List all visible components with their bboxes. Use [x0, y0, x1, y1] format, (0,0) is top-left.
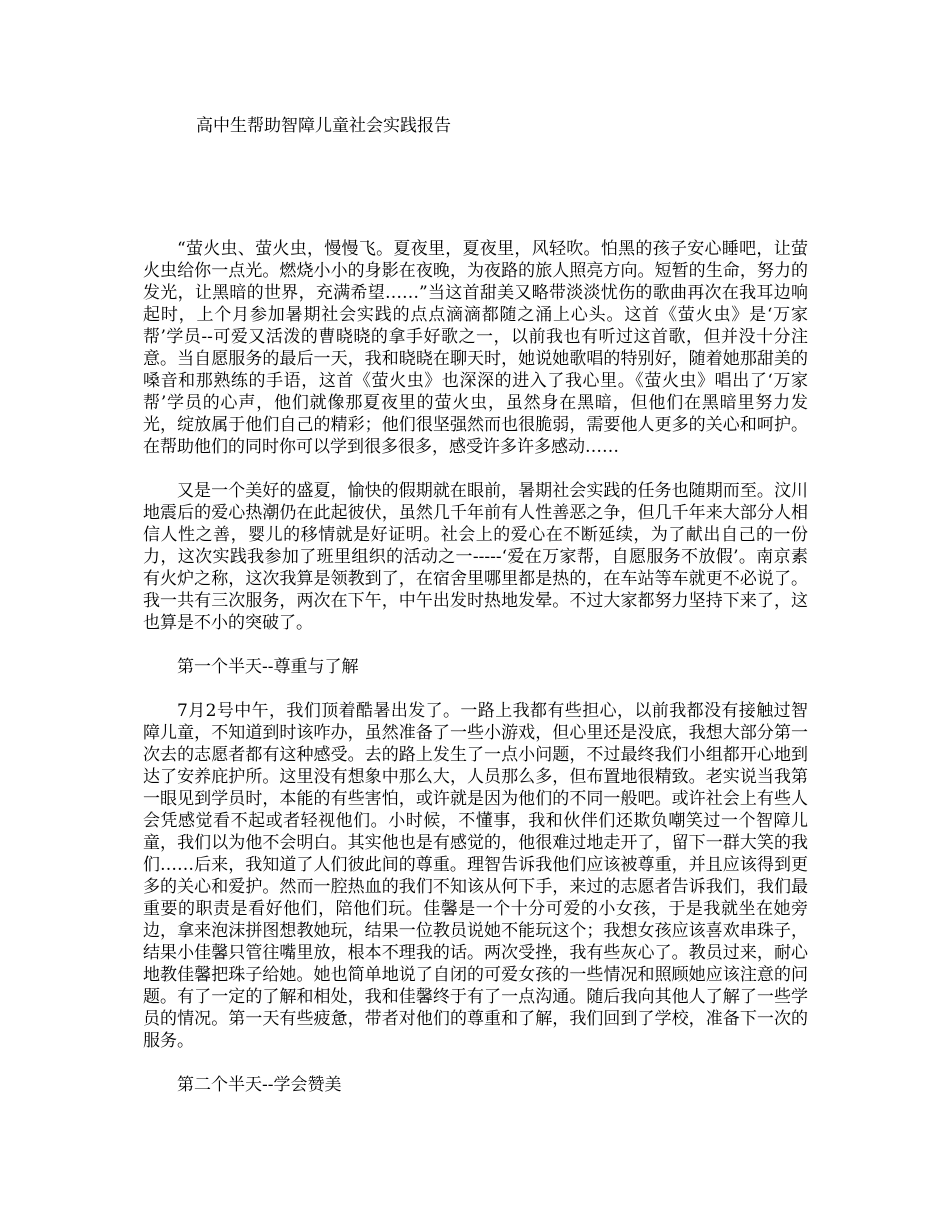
document-body	[143, 238, 808, 1096]
section-heading-first-half-day: 第一个半天--尊重与了解	[177, 657, 359, 677]
document-title: 高中生帮助智障儿童社会实践报告	[196, 116, 451, 136]
paragraph-first-half-day: 7月2号中午，我们顶着酷暑出发了。一路上我都有些担心，以前我都没有接触过智障儿童，不知道到时该咋办，虽然准备了一些小游戏，但心里还是没底，我想大部分第一次去的志愿者都有这种感受。去的路上发生了一点小问题，不过最终我们小组都开心地到达了安养庇护所。这里没有想象中那么大，人员那么多，但布置地很精致。老实说当我第一眼见到学员时，本能的有些害怕，或许就是因为他们的不同一般吧。或许社会上有些人会凭感觉看不起或者轻视他们。小时候，不懂事，我和伙伴们还欺负嘲笑过一个智障儿童，我们以为他不会明白。其实他也是有感觉的，他很难过地走开了，留下一群大笑的我们……后来，我知道了人们彼此间的尊重。理智告诉我他们应该被尊重，并且应该得到更多的关心和爱护。然而一腔热血的我们不知该从何下手，来过的志愿者告诉我们，我们最重要的职责是看好他们，陪他们玩。佳馨是一个十分可爱的小女孩，于是我就坐在她旁边，拿来泡沫拼图想教她玩，结果一位教员说她不能玩这个；我想女孩应该喜欢串珠子，结果小佳馨只管往嘴里放，根本不理我的话。两次受挫，我有些灰心了。教员过来，耐心地教佳馨把珠子给她。她也简单地说了自闭的可爱女孩的一些情况和照顾她应该注意的问题。有了一定的了解和相处，我和佳馨终于有了一点沟通。随后我向其他人了解了一些学员的情况。第一天有些疲惫，带者对他们的尊重和了解，我们回到了学校，准备下一次的服务。	[143, 701, 808, 1051]
paragraph-firefly-song: “萤火虫、萤火虫，慢慢飞。夏夜里，夏夜里，风轻吹。怕黑的孩子安心睡吧，让萤火虫给你一点光。燃烧小小的身影在夜晚，为夜路的旅人照亮方向。短暂的生命，努力的发光，让黑暗的世界，充满希望……”当这首甜美又略带淡淡忧伤的歌曲再次在我耳边响起时，上个月参加暑期社会实践的点点滴滴都随之涌上心头。这首《萤火虫》是‘万家帮’学员--可爱又活泼的曹晓晓的拿手好歌之一，以前我也有听过这首歌，但并没十分注意。当自愿服务的最后一天，我和晓晓在聊天时，她说她歌唱的特别好，随着她那甜美的嗓音和那熟练的手语，这首《萤火虫》也深深的进入了我心里。《萤火虫》唱出了‘万家帮’学员的心声，他们就像那夏夜里的萤火虫，虽然身在黑暗，但他们在黑暗里努力发光，绽放属于他们自己的精彩；他们很坚强然而也很脆弱，需要他人更多的关心和呵护。在帮助他们的同时你可以学到很多很多，感受许多许多感动……	[143, 239, 808, 457]
section-heading-second-half-day: 第二个半天--学会赞美	[177, 1075, 342, 1095]
paragraph-summer-practice: 又是一个美好的盛夏，愉快的假期就在眼前，暑期社会实践的任务也随期而至。汶川地震后的爱心热潮仍在此起彼伏，虽然几千年前有人性善恶之争，但几千年来大部分人相信人性之善，婴儿的移情就是好证明。社会上的爱心在不断延续，为了献出自己的一份力，这次实践我参加了班里组织的活动之一-----‘爱在万家帮，自愿服务不放假’。南京素有火炉之称，这次我算是领教到了，在宿舍里哪里都是热的，在车站等车就更不必说了。我一共有三次服务，两次在下午，中午出发时热地发晕。不过大家都努力坚持下来了，这也算是不小的突破了。	[143, 481, 808, 633]
